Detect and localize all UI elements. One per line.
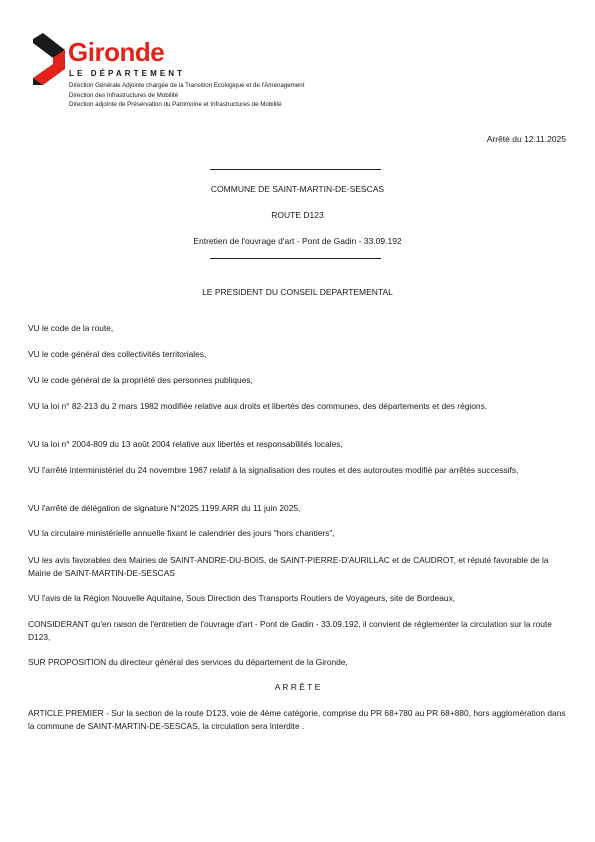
gironde-logo-icon — [33, 33, 67, 85]
route-title: ROUTE D123 — [271, 210, 324, 220]
visa-item: VU le code général de la propriété des personnes publiques, — [28, 375, 253, 385]
object-title: Entretien de l'ouvrage d'art - Pont de Gadin - 33.09.192 — [193, 236, 402, 246]
arrete-heading: A R R Ê T E — [274, 682, 321, 692]
arrete-date: Arrêté du 12.11.2025 — [486, 134, 566, 144]
visa-item: VU l'arrêté interministériel du 24 novembre 1967 relatif à la signalisation des routes et des autoroutes modifié par arrêtés successifs, — [28, 465, 519, 475]
logo-red-chevron — [33, 50, 65, 85]
visa-item: VU la circulaire ministérielle annuelle fixant le calendrier des jours "hors chantiers", — [28, 528, 335, 538]
visa-item: VU le code de la route, — [28, 323, 114, 333]
authority-heading: LE PRESIDENT DU CONSEIL DEPARTEMENTAL — [202, 287, 393, 297]
bottom-divider — [210, 258, 381, 259]
brand-subtitle: LE DÉPARTEMENT — [69, 69, 186, 78]
visa-item: VU la loi n° 2004-809 du 13 août 2004 relative aux libertés et responsabilités locales, — [28, 439, 343, 449]
direction-line: Direction des Infrastructures de Mobilité — [69, 91, 179, 99]
top-divider — [210, 169, 381, 170]
visa-item: VU la loi n° 82-213 du 2 mars 1982 modifiée relative aux droits et libertés des communes, des départements et des régions, — [28, 401, 488, 411]
direction-line: Direction adjointe de Préservation du Patrimoine et Infrastructures de Mobilité — [69, 101, 282, 108]
brand-name: Gironde — [68, 37, 165, 67]
direction-line: Direction Générale Adjointe chargée de la Transition Ecologique et de l'Aménagement — [69, 82, 305, 89]
commune-title: COMMUNE DE SAINT-MARTIN-DE-SESCAS — [210, 184, 385, 194]
visa-item: VU l'avis de la Région Nouvelle Aquitaine, Sous Direction des Transports Routiers de Voyageurs, site de Bordeaux, — [28, 593, 456, 603]
proposition-item: SUR PROPOSITION du directeur général des services du département de la Gironde, — [28, 657, 348, 667]
article-premier: ARTICLE PREMIER - Sur la section de la route D123, voie de 4ème catégorie, comprise du PR 68+780 au PR 68+880, hors agglomération dans la commune de SAINT-MARTIN-DE-SESCAS, la circulation sera interdite . — [28, 708, 566, 731]
visa-item: VU le code général des collectivités territoriales, — [28, 349, 207, 359]
directions-block — [69, 81, 389, 110]
visa-item: VU les avis favorables des Mairies de SAINT-ANDRE-DU-BOIS, de SAINT-PIERRE-D'AURILLAC et de CAUDROT, et réputé favorable de la Mairie de SAINT-MARTIN-DE-SESCAS — [28, 555, 549, 578]
considerant-item: CONSIDERANT qu'en raison de l'entretien de l'ouvrage d'art - Pont de Gadin - 33.09.192, il convient de réglementer la circulation sur la route D123, — [28, 619, 552, 642]
visa-item: VU l'arrêté de délégation de signature N°2025.1199.ARR du 11 juin 2025, — [28, 503, 301, 513]
